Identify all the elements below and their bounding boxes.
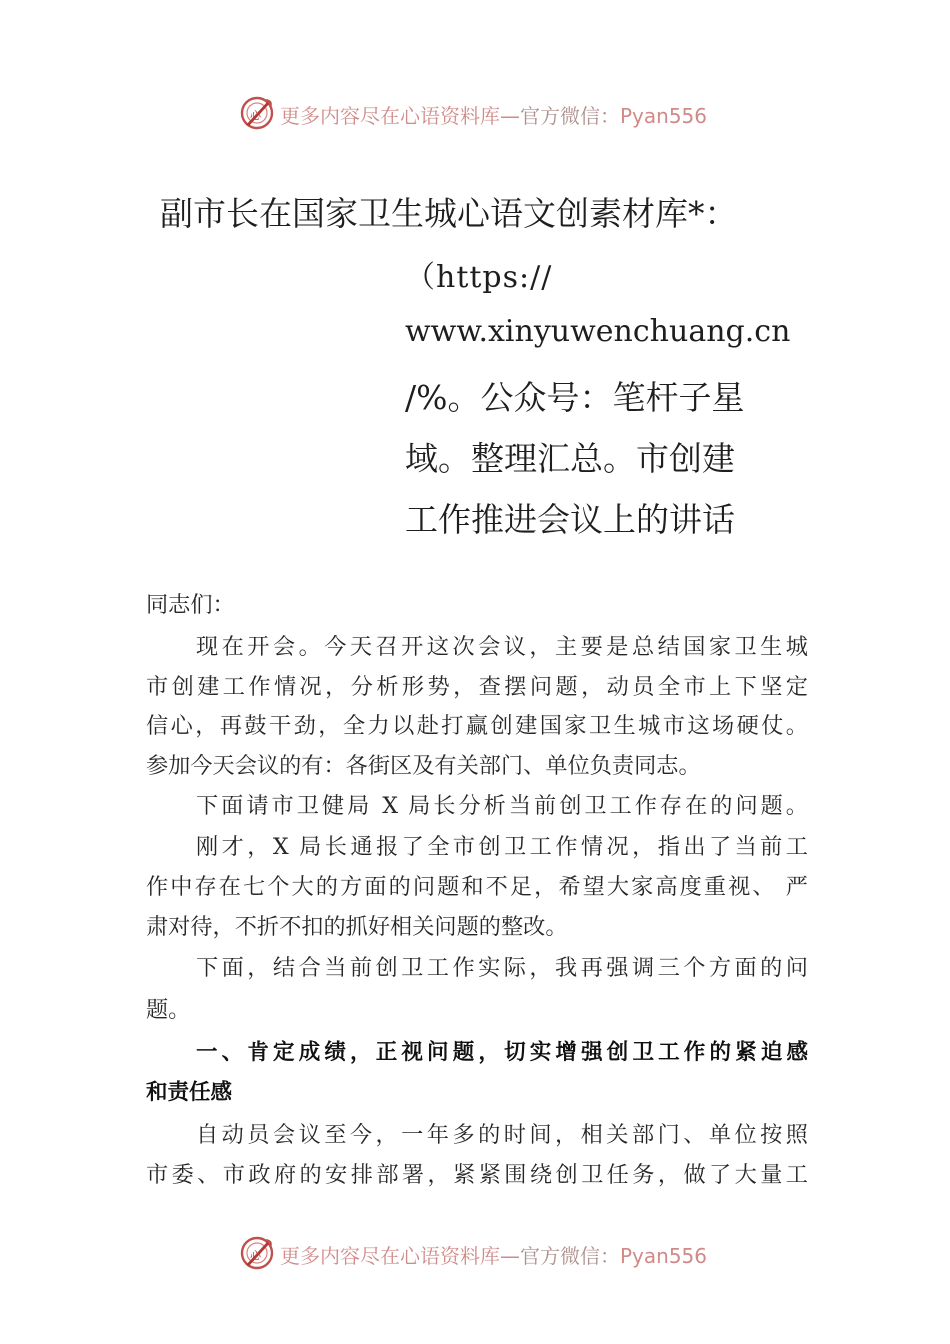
banner-text (280, 1240, 707, 1269)
banner-wechat-id: Pyan556 (620, 1244, 708, 1268)
banner-dash: — (500, 1244, 520, 1268)
section-heading: 和责任感 (146, 1080, 233, 1105)
title-line: www.xinyuwenchuang.cn (405, 314, 791, 349)
title-line: 域。整理汇总。市创建 (405, 439, 735, 478)
paragraph-line: 刚才，X 局长通报了全市创卫工作情况，指出了当前工 (196, 834, 808, 860)
banner-library-text: 更多内容尽在心语资料库 (280, 104, 500, 128)
header-banner (0, 92, 950, 136)
banner-text (280, 100, 707, 129)
section-heading: 一、肯定成绩，正视问题，切实增强创卫工作的紧迫感 (196, 1040, 808, 1065)
paragraph-line: 自动员会议至今，一年多的时间，相关部门、单位按照 (196, 1122, 808, 1148)
title-line: 副市长在国家卫生城心语文创素材库*： (160, 194, 738, 233)
paragraph-line: 题。 (146, 997, 191, 1023)
banner-wechat-label: 官方微信： (520, 1244, 620, 1268)
svg-text:心: 心 (250, 109, 261, 122)
paragraph-line: 市委、市政府的安排部署，紧紧围绕创卫任务，做了大量工 (146, 1162, 808, 1188)
paragraph-line: 肃对待，不折不扣的抓好相关问题的整改。 (146, 914, 568, 940)
banner-library-text: 更多内容尽在心语资料库 (280, 1244, 500, 1268)
paragraph-line: 市创建工作情况，分析形势，查摆问题，动员全市上下坚定 (146, 674, 808, 700)
title-line: /%。公众号：笔杆子星 (405, 378, 745, 417)
paragraph-line: 下面请市卫健局 X 局长分析当前创卫工作存在的问题。 (196, 793, 808, 819)
banner-wechat-id: Pyan556 (620, 104, 708, 128)
footer-banner (0, 1232, 950, 1276)
svg-text:心: 心 (250, 1249, 261, 1262)
paragraph-line: 作中存在七个大的方面的问题和不足，希望大家高度重视、 严 (146, 874, 808, 900)
paragraph-line: 参加今天会议的有：各街区及有关部门、单位负责同志。 (146, 753, 701, 779)
paragraph-line: 现在开会。今天召开这次会议，主要是总结国家卫生城 (196, 634, 808, 660)
red-quill-seal-icon (238, 94, 276, 132)
title-line: 工作推进会议上的讲话 (405, 500, 735, 539)
banner-wechat-label: 官方微信： (520, 104, 620, 128)
red-quill-seal-icon (238, 1234, 276, 1272)
paragraph-line: 下面，结合当前创卫工作实际，我再强调三个方面的问 (196, 955, 808, 981)
salutation: 同志们： (146, 592, 235, 618)
title-line: （https:// (405, 260, 553, 295)
paragraph-line: 信心，再鼓干劲，全力以赴打赢创建国家卫生城市这场硬仗。 (146, 713, 808, 739)
banner-dash: — (500, 104, 520, 128)
